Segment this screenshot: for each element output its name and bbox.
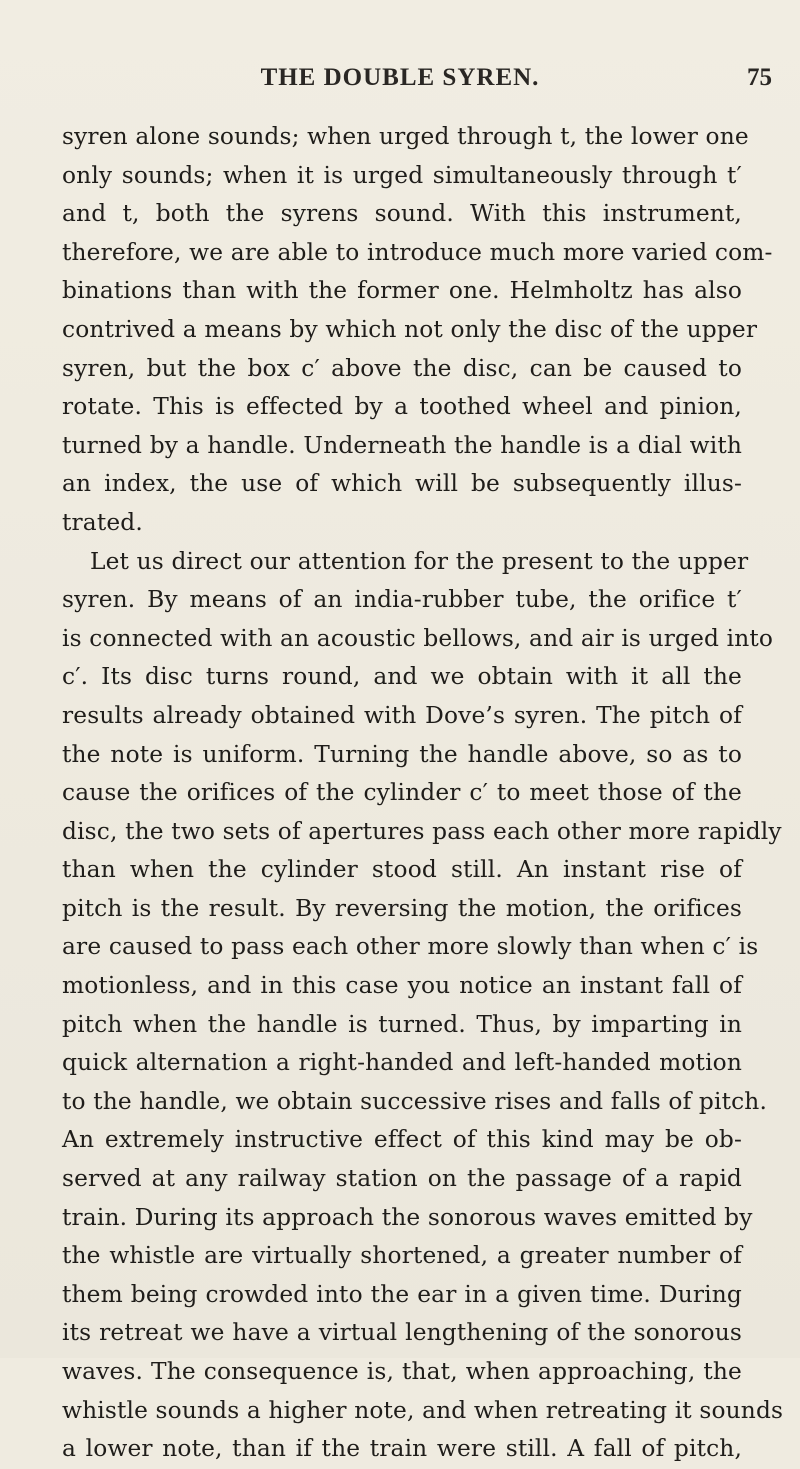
running-head <box>0 64 800 96</box>
text-line: results already obtained with Dove’s syren. The pitch of <box>62 701 742 729</box>
text-line: Let us direct our attention for the present to the upper <box>90 547 749 575</box>
text-line: c′. Its disc turns round, and we obtain with it all the <box>62 663 742 691</box>
text-line: than when the cylinder stood still. An instant rise of <box>62 856 742 884</box>
text-line: pitch when the handle is turned. Thus, by imparting in <box>62 1010 742 1038</box>
text-line: binations than with the former one. Helmholtz has also <box>62 277 742 305</box>
text-line: a lower note, than if the train were still. A fall of pitch, <box>62 1435 742 1463</box>
text-line: is connected with an acoustic bellows, and air is urged into <box>62 624 774 652</box>
text-line: pitch is the result. By reversing the motion, the orifices <box>62 894 742 922</box>
text-line: motionless, and in this case you notice an instant fall of <box>62 972 742 1000</box>
text-line: trated. <box>62 508 143 536</box>
text-line: them being crowded into the ear in a given time. During <box>62 1280 742 1308</box>
text-line: quick alternation a right-handed and left-handed motion <box>62 1049 742 1077</box>
text-line: turned by a handle. Underneath the handle is a dial with <box>62 431 742 459</box>
text-line: syren alone sounds; when urged through t, the lower one <box>62 123 749 150</box>
text-line: its retreat we have a virtual lengthening of the sonorous <box>62 1319 742 1347</box>
text-line: syren. By means of an india-rubber tube, the orifice t′ <box>62 586 742 614</box>
text-line: to the handle, we obtain successive rises and falls of pitch. <box>62 1087 768 1115</box>
text-line: served at any railway station on the passage of a rapid <box>62 1165 742 1193</box>
text-line: an index, the use of which will be subsequently illus- <box>62 470 742 498</box>
text-line: and t, both the syrens sound. With this instrument, <box>62 200 742 228</box>
text-line: An extremely instructive effect of this kind may be ob- <box>62 1126 742 1154</box>
text-line: train. During its approach the sonorous waves emitted by <box>62 1203 753 1231</box>
text-line: cause the orifices of the cylinder c′ to meet those of the <box>62 779 742 807</box>
text-line: whistle sounds a higher note, and when retreating it sounds <box>62 1396 784 1424</box>
text-line: contrived a means by which not only the disc of the upper <box>62 315 758 343</box>
text-line: waves. The consequence is, that, when approaching, the <box>62 1358 742 1385</box>
text-line: are caused to pass each other more slowly than when c′ is <box>62 933 759 961</box>
text-line: only sounds; when it is urged simultaneously through t′ <box>62 161 742 189</box>
text-line: syren, but the box c′ above the disc, can be caused to <box>62 354 742 382</box>
text-line: disc, the two sets of apertures pass each other more rapidly <box>62 817 782 845</box>
page-number: 75 <box>747 64 772 91</box>
text-line: therefore, we are able to introduce much more varied com- <box>62 238 773 266</box>
body-text <box>62 118 784 1469</box>
text-line: the whistle are virtually shortened, a greater number of <box>62 1242 742 1270</box>
text-line: the note is uniform. Turning the handle above, so as to <box>62 740 742 768</box>
running-title: THE DOUBLE SYREN. <box>260 64 540 91</box>
text-line: rotate. This is effected by a toothed wheel and pinion, <box>62 393 742 421</box>
